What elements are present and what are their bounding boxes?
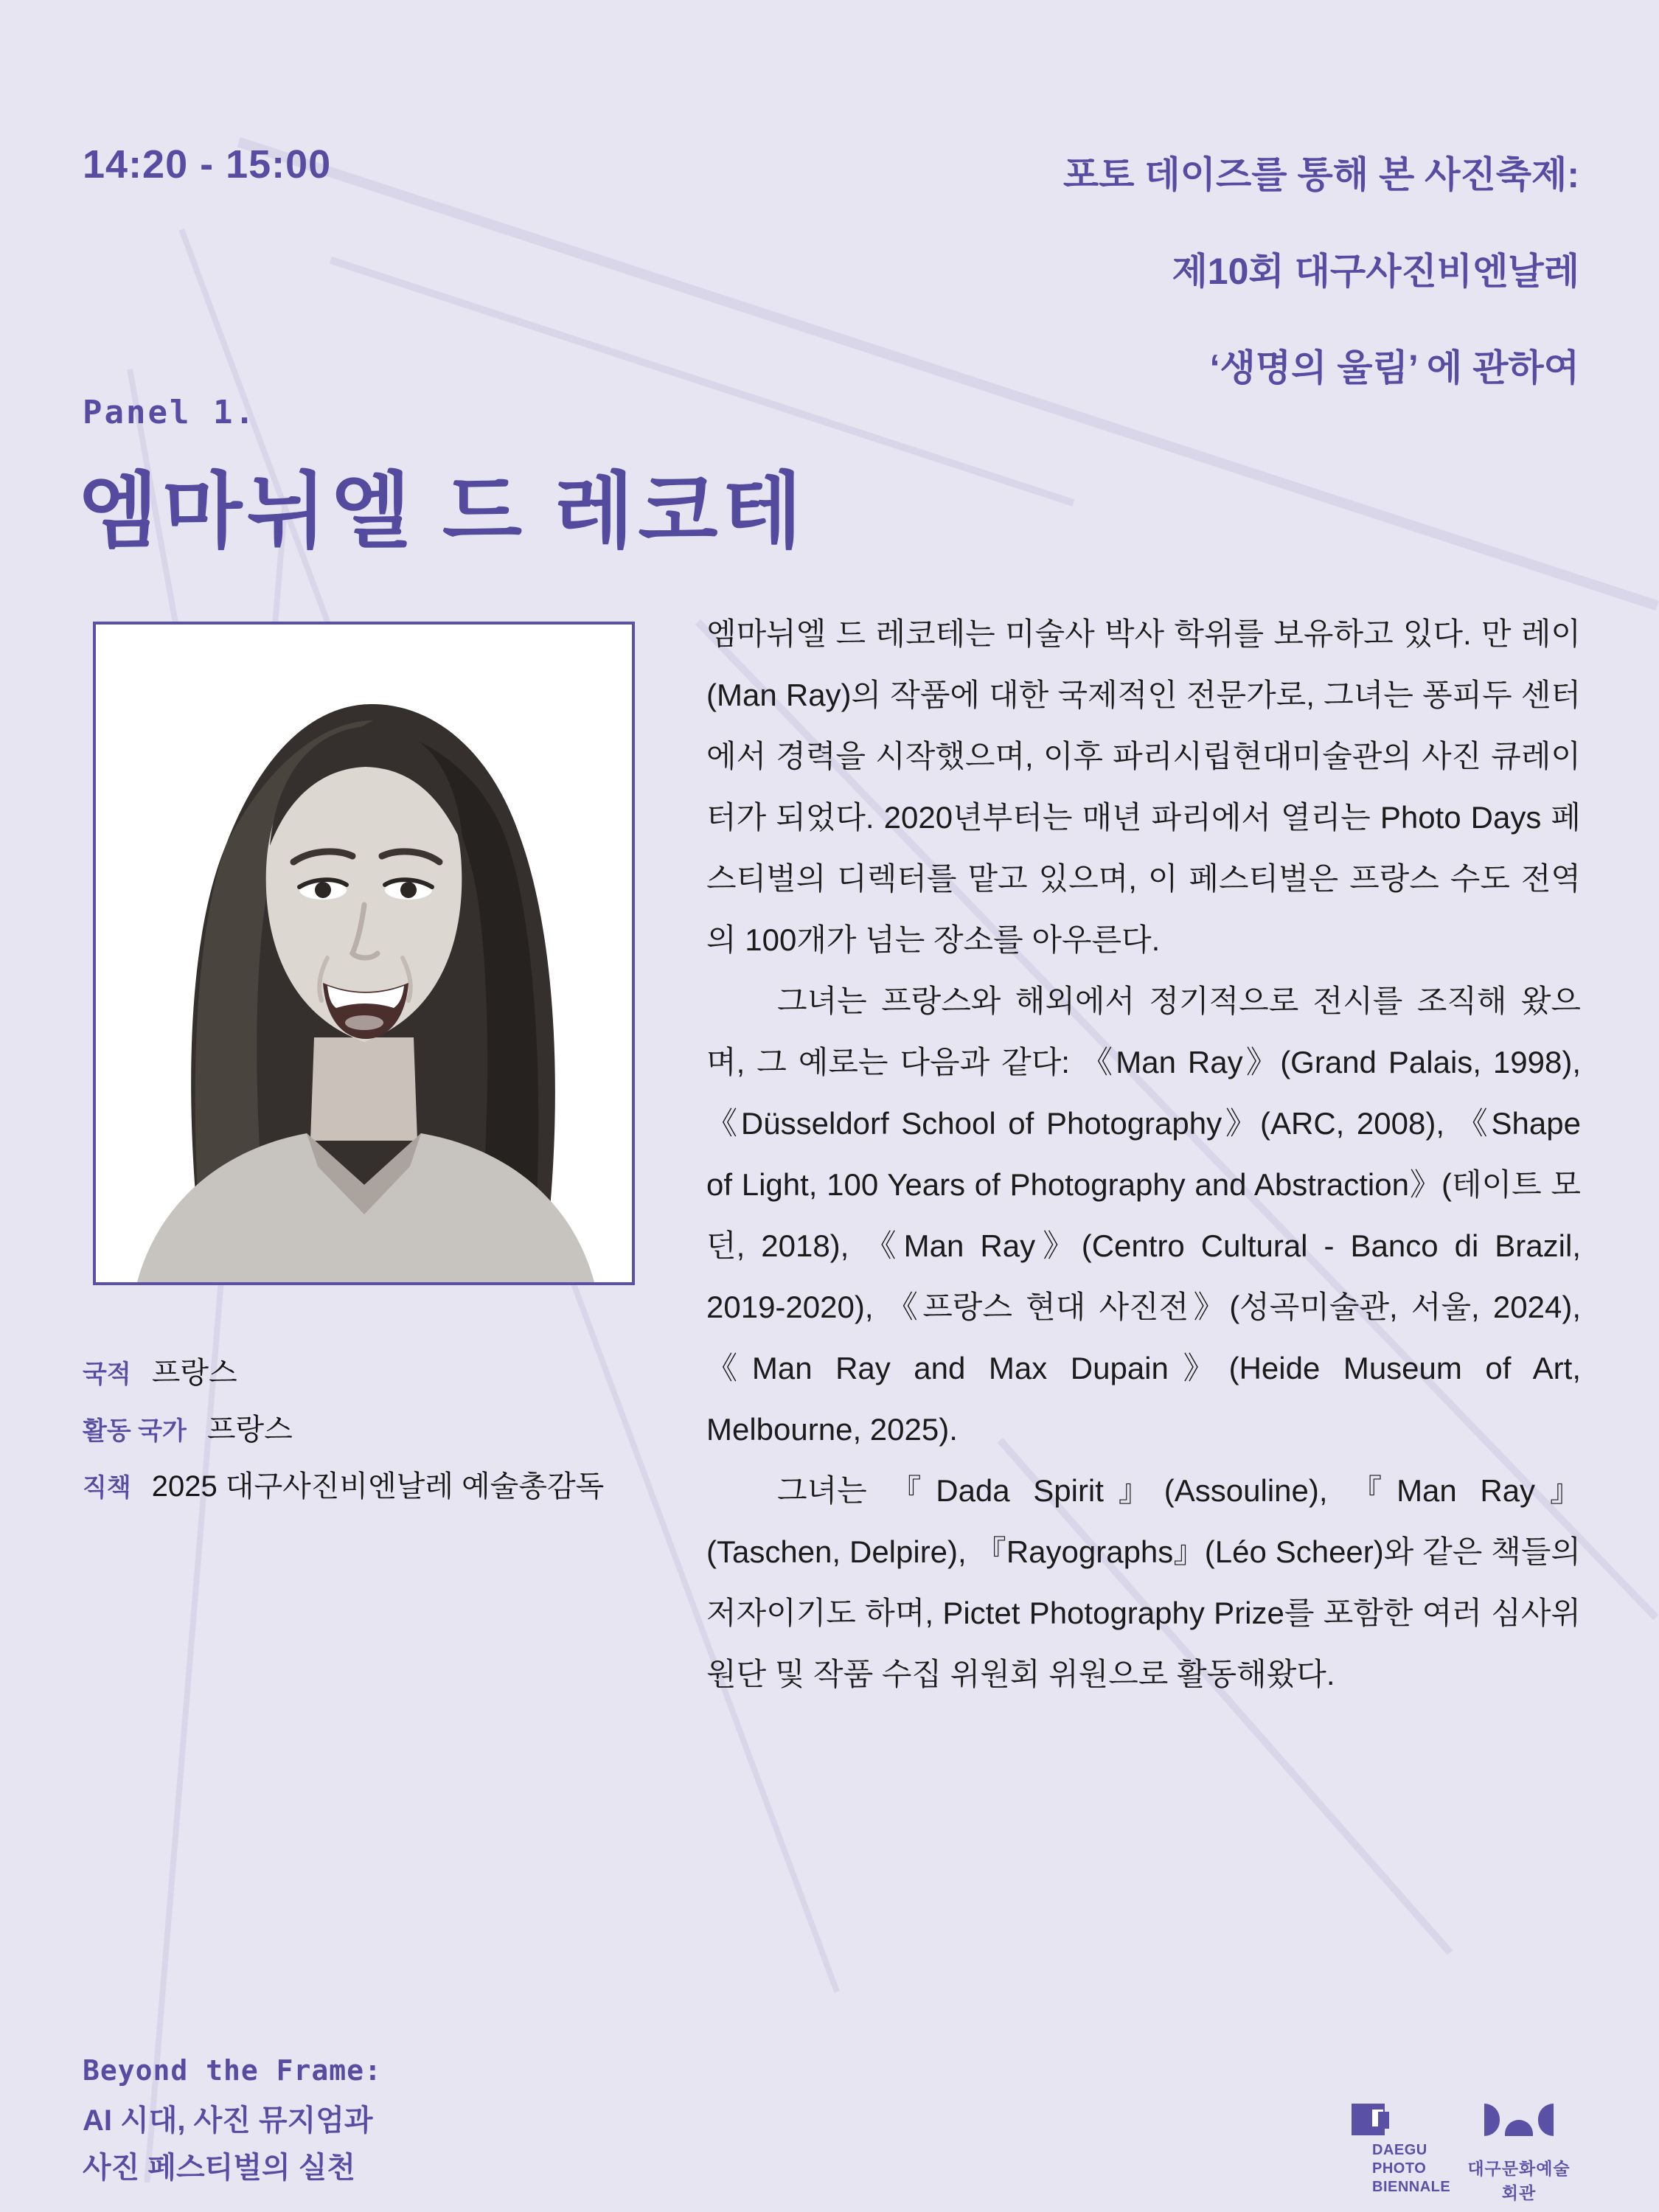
info-row-nationality [83, 1355, 604, 1392]
logo-square [1378, 2112, 1389, 2129]
series-subtitle [83, 2097, 382, 2191]
bio-paragraph: 그녀는 『Dada Spirit』(Assouline), 『Man Ray』(Taschen, Delpire), 『Rayographs』(Léo Scheer)와 같은 책들의 저자이기도 하며, Pictet Photography Prize를 포함한 여러 심사위원단 및 작품 수집 위원회 위원으로 활동해왔다. [706, 1473, 1581, 1691]
event-title [1063, 127, 1579, 417]
info-row-position [83, 1469, 604, 1506]
bio-paragraph: 엠마뉘엘 드 레코테는 미술사 박사 학위를 보유하고 있다. 만 레이(Man Ray)의 작품에 대한 국제적인 전문가로, 그녀는 퐁피두 센터에서 경력을 시작했으며, 이후 파리시립현대미술관의 사진 큐레이터가 되었다. 2020년부터는 매년 파리에서 열리는 Photo Days 페스티벌의 디렉터를 맡고 있으며, 이 페스티벌은 프랑스 수도 전역의 100개가 넘는 장소를 아우른다. [706, 616, 1581, 957]
arch-mark-icon [1464, 2104, 1574, 2136]
event-title-line: 제10회 대구사진비엔날레 [1172, 251, 1579, 292]
footer-series-block [83, 2054, 382, 2191]
speaker-info-list [83, 1355, 604, 1526]
event-title-line: 포토 데이즈를 통해 본 사진축제: [1062, 154, 1579, 195]
panel-label: Panel 1. [83, 394, 257, 431]
info-value: 프랑스 [206, 1413, 293, 1446]
info-value: 2025 대구사진비엔날레 예술총감독 [151, 1470, 605, 1503]
portrait-illustration [96, 625, 632, 1282]
info-label: 직책 [83, 1474, 131, 1502]
series-subtitle-line: 사진 페스티벌의 실천 [83, 2152, 355, 2184]
info-value: 프랑스 [151, 1357, 237, 1389]
logo-half-circle-left [1484, 2104, 1500, 2136]
speaker-portrait-photo [93, 622, 635, 1285]
series-title: Beyond the Frame: [83, 2054, 382, 2087]
camera-mark-icon [1352, 2104, 1390, 2136]
info-label: 활동 국가 [83, 1417, 187, 1445]
speaker-biography [706, 603, 1581, 1705]
wordmark-line: DAEGU [1372, 2142, 1427, 2158]
logo-dome [1505, 2120, 1533, 2136]
info-label: 국적 [83, 1360, 131, 1388]
daegu-arts-center-logo [1464, 2104, 1574, 2204]
info-row-active-country [83, 1412, 604, 1449]
speaker-name: 엠마뉘엘 드 레코테 [78, 465, 807, 557]
wordmark-line: BIENNALE [1372, 2179, 1451, 2195]
event-title-line: ‘생명의 울림’ 에 관하여 [1209, 347, 1579, 389]
logo-half-circle-right [1538, 2104, 1554, 2136]
series-subtitle-line: AI 시대, 사진 뮤지엄과 [83, 2104, 373, 2137]
bio-paragraph: 그녀는 프랑스와 해외에서 정기적으로 전시를 조직해 왔으며, 그 예로는 다음과 같다: 《Man Ray》(Grand Palais, 1998), 《Düsseldorf School of Photography》(ARC, 2008), 《Shape of Light, 100 Years of Photography and Abstraction》(테이트 모던, 2018), 《Man Ray》(Centro Cultural - Banco di Brazil, 2019-2020), 《프랑스 현대 사진전》(성곡미술관, 서울, 2024), 《Man Ray and Max Dupain》(Heide Museum of Art, Melbourne, 2025). [706, 984, 1581, 1447]
wordmark-line: PHOTO [1372, 2160, 1427, 2177]
session-time: 14:20 - 15:00 [83, 142, 332, 187]
daegu-arts-center-wordmark: 대구문화예술회관 [1467, 2159, 1571, 2202]
